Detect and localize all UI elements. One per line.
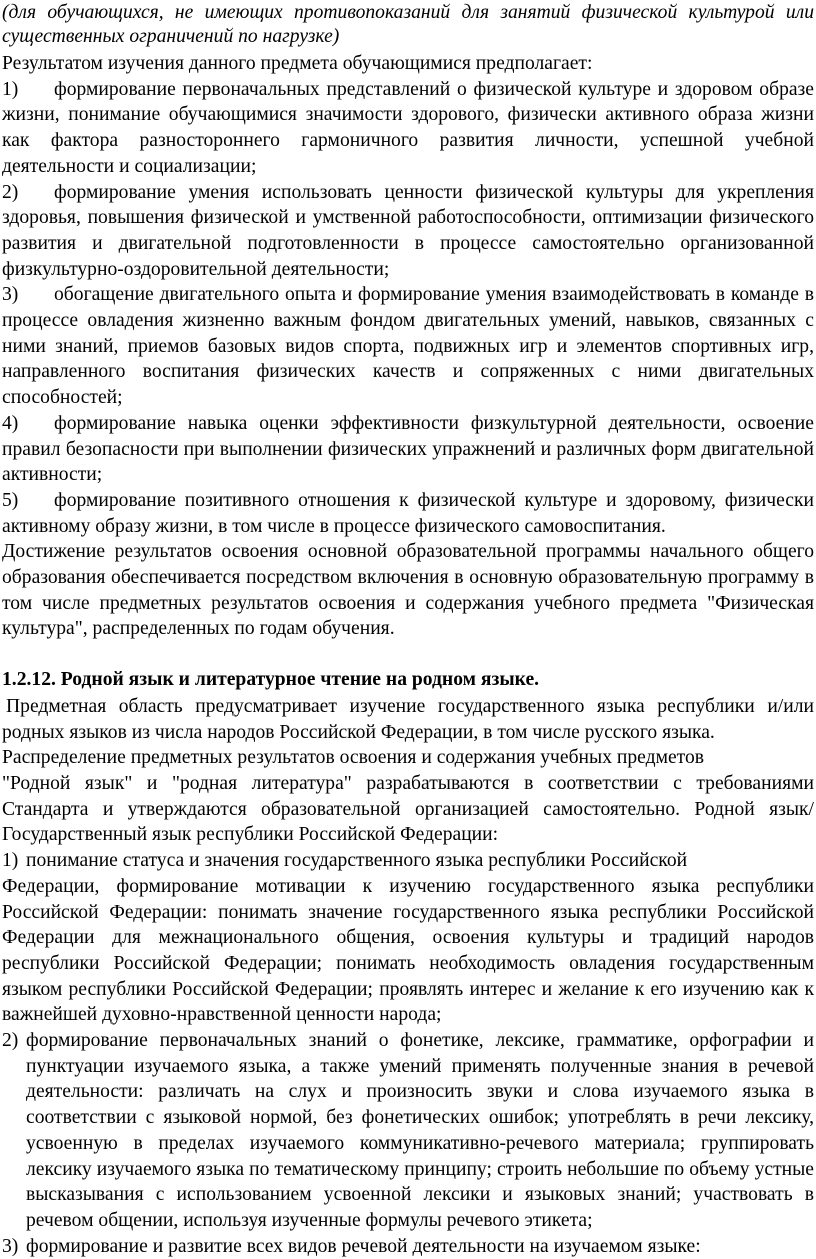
- pe-item-1-text: формирование первоначальных представлений о физической культуре и здоровом образе жизни, понимание обучающимися значимости здорового, физически активного образа жизни как фактора разностороннего гармоничного развития личности, успешной учебной деятельности и социализации;: [2, 78, 814, 177]
- native-item-1-text: Федерации, формирование мотивации к изучению государственного языка республики Российской Федерации: понимать значение государственного языка республики Российской Федерации для межнационального общения, освоения культуры и традиций народов республики Российской Федерации; понимать необходимость овладения государственным языком республики Российской Федерации; проявлять интерес и желание к его изучению как к важнейшей духовно-нравственной ценности народа;: [2, 875, 814, 1026]
- pe-item-3-number: 3): [2, 284, 19, 306]
- pe-item-5-number: 5): [2, 489, 19, 511]
- native-item-3-text: формирование и развитие всех видов речевой деятельности на изучаемом языке:: [26, 1235, 701, 1257]
- pe-item-3: [2, 282, 814, 411]
- pe-item-2-number: 2): [2, 181, 19, 203]
- native-item-2-number: 2): [2, 1030, 19, 1052]
- intro-note: (для обучающихся, не имеющих противопоказаний для занятий физической культурой или существенных ограничений по нагрузке): [2, 2, 814, 47]
- native-paragraph-1: Предметная область предусматривает изучение государственного языка республики и/или родных языков из числа народов Российской Федерации, в том числе русского языка.: [2, 695, 814, 743]
- native-item-2-text: формирование первоначальных знаний о фонетике, лексике, грамматике, орфографии и пунктуации изучаемого языка, а также умений применять полученные знания в речевой деятельности: различать на слух и произносить звуки и слова изучаемого языка в соответствии с языковой нормой, без фонетических ошибок; употреблять в речи лексику, усвоенную в пределах изучаемого коммуникативно-речевого материала; группировать лексику изучаемого языка по тематическому принципу; строить небольшие по объему устные высказывания с использованием усвоенной лексики и языковых знаний; участвовать в речевом общении, используя изученные формулы речевого этикета;: [26, 1030, 814, 1231]
- native-item-3: [2, 1234, 814, 1259]
- section-heading: 1.2.12. Родной язык и литературное чтение на родном языке.: [2, 669, 540, 691]
- pe-lead: Результатом изучения данного предмета обучающимися предполагает:: [2, 53, 593, 74]
- native-item-1-first-line: [2, 848, 814, 874]
- pe-item-4: [2, 411, 814, 488]
- pe-item-1: [2, 77, 814, 180]
- native-paragraph-2: "Родной язык" и "родная литература" разрабатываются в соответствии с требованиями Стандарта и утверждаются образовательной организацией самостоятельно. Родной язык/Государственный язык республики Российской Федерации:: [2, 772, 814, 846]
- pe-item-5-text: формирование позитивного отношения к физической культуре и здоровому, физически активному образу жизни, в том числе в процессе физического самовоспитания.: [2, 489, 814, 537]
- document-page: [2, 0, 814, 1259]
- native-paragraph-2-first-line: Распределение предметных результатов освоения и содержания учебных предметов: [2, 747, 705, 769]
- pe-item-4-text: формирование навыка оценки эффективности физкультурной деятельности, освоение правил безопасности при выполнении физических упражнений и различных форм двигательной активности;: [2, 412, 814, 486]
- pe-item-5: [2, 488, 814, 539]
- native-item-2: [2, 1028, 814, 1234]
- pe-item-4-number: 4): [2, 412, 19, 434]
- pe-item-1-number: 1): [2, 78, 19, 100]
- pe-item-2-text: формирование умения использовать ценности физической культуры для укрепления здоровья, повышения физической и умственной работоспособности, оптимизации физического развития и двигательной подготовленности в процессе самостоятельно организованной физкультурно-оздоровительной деятельности;: [2, 181, 814, 280]
- native-item-1-lead: понимание статуса и значения государственного языка республики Российской: [26, 850, 688, 872]
- native-item-1-number: 1): [2, 850, 19, 872]
- pe-item-2: [2, 180, 814, 283]
- pe-closing-paragraph: Достижение результатов освоения основной образовательной программы начального общего образования обеспечивается посредством включения в основную образовательную программу в том числе предметных результатов освоения и содержания учебного предмета "Физическая культура", распределенных по годам обучения.: [2, 541, 814, 640]
- pe-item-3-text: обогащение двигательного опыта и формирование умения взаимодействовать в команде в процессе овладения жизненно важным фондом двигательных умений, навыков, связанных с ними знаний, приемов базовых видов спорта, подвижных игр и элементов спортивных игр, направленного воспитания физических качеств и сопряженных с ними двигательных способностей;: [2, 284, 814, 409]
- native-item-3-number: 3): [2, 1235, 19, 1257]
